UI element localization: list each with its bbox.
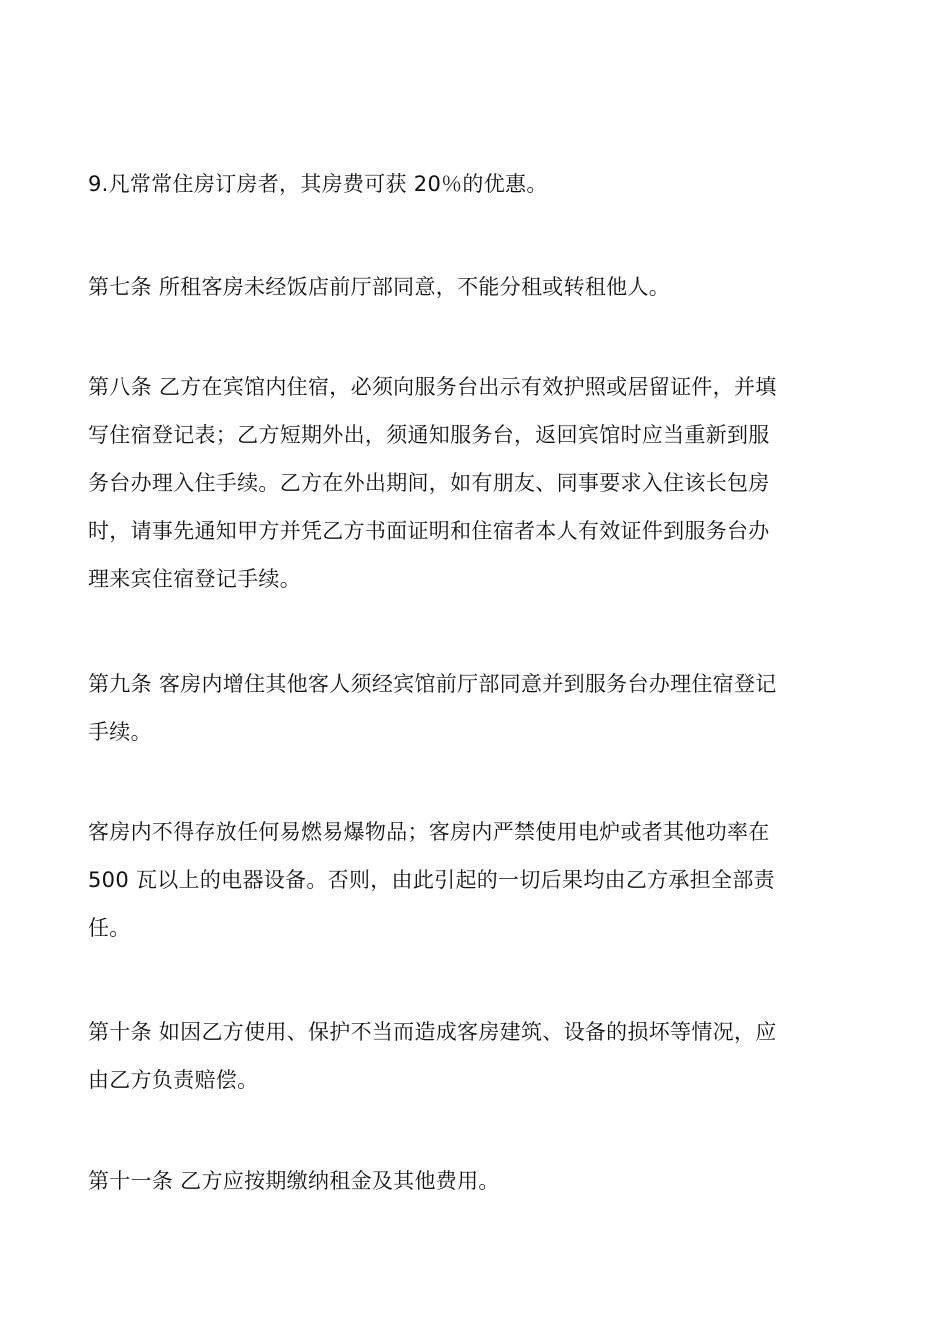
paragraph-article-9 [88, 660, 868, 756]
text-line: 第十条 如因乙方使用、保护不当而造成客房建筑、设备的损坏等情况，应 [88, 1020, 777, 1044]
text-line: 理来宾住宿登记手续。 [88, 567, 301, 591]
paragraph-article-10 [88, 1008, 868, 1104]
text-line: 第七条 所租客房未经饭店前厅部同意，不能分租或转租他人。 [88, 275, 671, 299]
paragraph-article-7 [88, 263, 868, 311]
text-line: 写住宿登记表；乙方短期外出，须通知服务台，返回宾馆时应当重新到服 [88, 423, 770, 447]
text-line: 务台办理入住手续。乙方在外出期间，如有朋友、同事要求入住该长包房 [88, 471, 770, 495]
text-line: 任。 [88, 916, 131, 940]
paragraph-article-8 [88, 363, 868, 603]
text-line: 第九条 客房内增住其他客人须经宾馆前厅部同意并到服务台办理住宿登记 [88, 672, 777, 696]
text-line: 由乙方负责赔偿。 [88, 1068, 259, 1092]
text-line: 手续。 [88, 720, 152, 744]
text-line: 时，请事先通知甲方并凭乙方书面证明和住宿者本人有效证件到服务台办 [88, 519, 770, 543]
paragraph-fire-safety [88, 808, 868, 952]
text-line: 第十一条 乙方应按期缴纳租金及其他费用。 [88, 1169, 500, 1193]
text-line: 9.凡常常住房订房者，其房费可获 20％的优惠。 [88, 172, 548, 196]
paragraph-article-11 [88, 1157, 868, 1205]
paragraph-discount [88, 160, 868, 208]
text-line: 第八条 乙方在宾馆内住宿，必须向服务台出示有效护照或居留证件，并填 [88, 375, 777, 399]
text-line: 客房内不得存放任何易燃易爆物品；客房内严禁使用电炉或者其他功率在 [88, 820, 770, 844]
text-line: 500 瓦以上的电器设备。否则，由此引起的一切后果均由乙方承担全部责 [88, 868, 775, 892]
